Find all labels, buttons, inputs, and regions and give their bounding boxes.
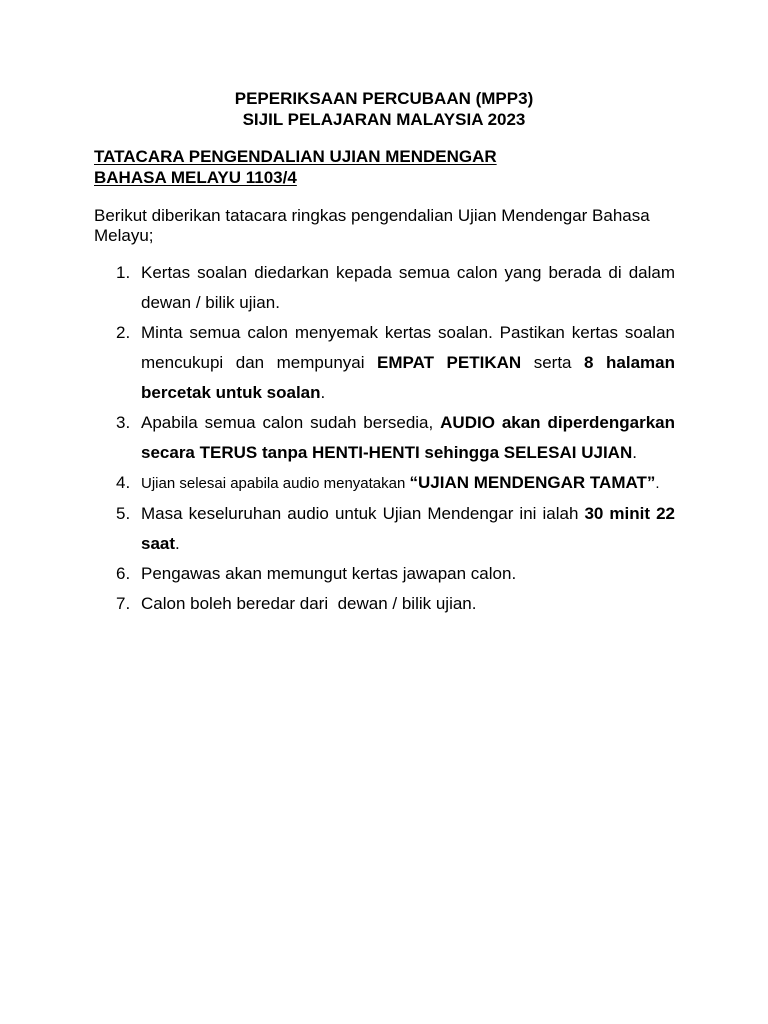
step-text-bold: EMPAT PETIKAN xyxy=(377,353,522,372)
step-text-bold: “UJIAN MENDENGAR TAMAT” xyxy=(409,473,656,492)
step-number: 1. xyxy=(116,263,131,282)
step-text-bold: 8 halaman bercetak untuk soalan xyxy=(141,353,675,402)
exam-title-line1: PEPERIKSAAN PERCUBAAN (MPP3) xyxy=(234,89,534,108)
step-item xyxy=(0,589,768,619)
step-text-bold: 30 minit 22 saat xyxy=(141,504,676,553)
step-text-part: . xyxy=(320,383,326,402)
step-text-part: . xyxy=(632,443,637,462)
step-text-part: serta xyxy=(521,353,585,372)
step-text xyxy=(141,499,675,559)
step-text xyxy=(141,318,675,408)
intro-paragraph: Berikut diberikan tatacara ringkas pengendalian Ujian Mendengar Bahasa Melayu; xyxy=(94,206,650,245)
step-text xyxy=(141,468,675,499)
step-text-part: Calon boleh beredar dari dewan / bilik ujian. xyxy=(141,594,477,613)
step-number: 2. xyxy=(116,323,131,342)
step-text-part: Minta semua calon menyemak kertas soalan. Pastikan kertas soalan mencukupi dan mempunyai xyxy=(141,323,675,372)
procedure-title-line2: BAHASA MELAYU 1103/4 xyxy=(94,168,297,187)
step-text-bold: AUDIO akan diperdengarkan secara TERUS tanpa HENTI-HENTI sehingga SELESAI UJIAN xyxy=(141,413,675,462)
step-number: 6. xyxy=(116,564,131,583)
step-text-part: Apabila semua calon sudah bersedia, xyxy=(141,413,441,432)
step-item xyxy=(0,499,768,559)
procedure-title-line1: TATACARA PENGENDALIAN UJIAN MENDENGAR xyxy=(94,147,497,166)
step-text-part: Ujian selesai apabila audio menyatakan xyxy=(141,475,410,492)
step-text-part: Pengawas akan memungut kertas jawapan calon. xyxy=(141,564,517,583)
step-text-part: . xyxy=(175,534,180,553)
step-item xyxy=(0,408,768,468)
step-text xyxy=(141,589,675,619)
step-item xyxy=(0,258,768,318)
step-number: 3. xyxy=(116,413,131,432)
step-number: 7. xyxy=(116,594,131,613)
procedure-steps-list xyxy=(0,258,768,619)
step-item xyxy=(0,559,768,589)
exam-title-line2: SIJIL PELAJARAN MALAYSIA 2023 xyxy=(242,110,526,129)
step-text xyxy=(141,258,675,318)
step-text-part: Kertas soalan diedarkan kepada semua calon yang berada di dalam dewan / bilik ujian. xyxy=(141,263,675,312)
step-text-part: Masa keseluruhan audio untuk Ujian Mendengar ini ialah xyxy=(141,504,585,523)
step-number: 5. xyxy=(116,504,131,523)
step-text-part: . xyxy=(655,475,660,492)
step-number: 4. xyxy=(116,473,131,492)
step-item xyxy=(0,318,768,408)
step-text xyxy=(141,408,675,468)
step-text xyxy=(141,559,675,589)
step-item xyxy=(0,468,768,499)
